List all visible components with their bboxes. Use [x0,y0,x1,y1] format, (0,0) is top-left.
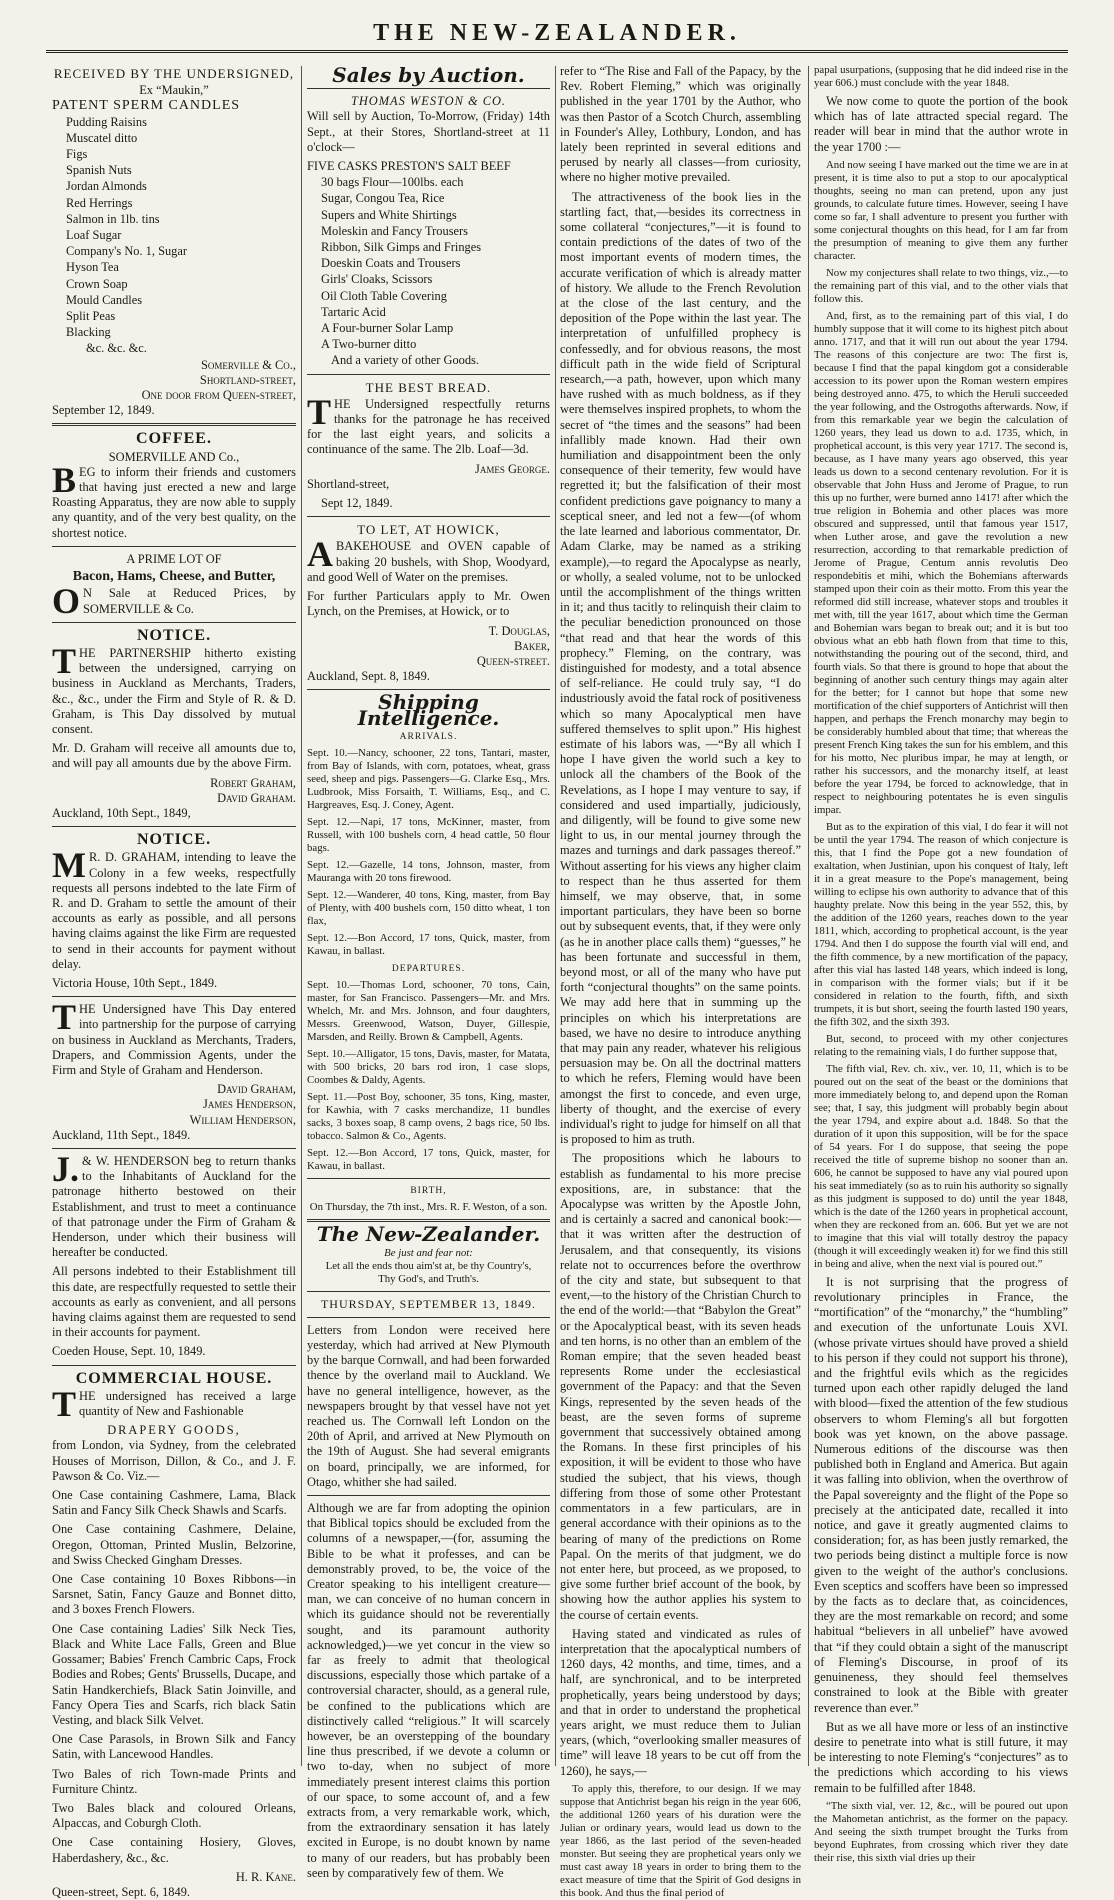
notice-body: Mr. D. Graham will receive all amounts due to, and will pay all amounts due by the above Firm. [52,741,296,771]
list-item: One Case containing Hosiery, Gloves, Haberdashery, &c., &c. [52,1835,296,1865]
article-paragraph: Having stated and vindicated as rules of interpretation that the apocalyptical numbers of 1260 days, 42 months, and time, times, and a half, are synchronical, and to be interpreted prophetically, years being understood by days; and that in order to understand the prophetical years aright, we must reduce them to Julian years, (which, “overlooking smaller measures of time” will leave 18 years to be cut off from the 1260), he says,— [560,1626,801,1778]
list-item: Sept. 12.—Gazelle, 14 tons, Johnson, master, from Maurangа with 20 tons firewood. [307,858,550,884]
divider [52,622,296,623]
commercial-goods: DRAPERY GOODS, [107,1423,241,1438]
divider [307,88,550,89]
divider [307,1495,550,1496]
motto: Let all the ends thou aim'st at, be thy Country's, [325,1259,532,1272]
auction-firm: THOMAS WESTON & CO. [350,94,507,109]
bacon-title: Bacon, Hams, Cheese, and Butter, [72,569,276,585]
list-item: Loaf Sugar [66,228,122,243]
birth-heading: BIRTH, [410,1186,447,1197]
list-item: Company's No. 1, Sugar [66,244,187,259]
list-item: Split Peas [66,309,116,324]
signature: Baker, [514,638,550,653]
issue-date: THURSDAY, SEPTEMBER 13, 1849. [320,1296,537,1311]
dateline: Sept 12, 1849. [321,496,393,511]
list-item: &c. &c. &c. [86,341,147,356]
motto: Be just and fear not: [384,1246,473,1259]
coffee-subheading: SOMERVILLE AND Co., [108,449,240,464]
list-item: Two Bales of rich Town-made Prints and Furniture Chintz. [52,1766,296,1796]
auction-intro: Will sell by Auction, To-Morrow, (Friday) 14th Sept., at their Stores, Shortland-street at 11 o'clock— [307,109,550,154]
article-quote: And, first, as to the remaining part of this vial, I do humbly suppose that it will come to its highest pitch about anno. 1717, and that it will run out about the year 1794. The reasons of this conjecture are two: The first is, because I find that the papal kingdom got a considerable accession to its power upon the Roman western empires being destroyed anno. 475, to which the Heruli succeeded the year following, and the Ostrogoths afterwards. Now, if from this remarkable year we begin the calculation of 1260 years, they lead us down to a.d. 1735, which, in prophetical account, is this very year 1717. The second is, because, as I have many years ago observed, this year leads us down to a second centenary revolution. For it is observable that John Huss and Jerome of Prague, to run this up no further, were burned anno 1417! after which the true religion in Bohemia and other places was more obscured and suppressed, until that famous year 1517, when Luther arose, and gave the revolution a new resurrection, according to that remarkable prediction of Jerome of Prague, Centum annis revolutis Deo respondebitis et mihi, which the Bohemians afterwards stamped upon their coin as their motto. From this year the reformed did still increase, whatever stops and troubles it met with, till the year 1617, about which time the German and Bohemian wars began to break out; and it is but too obvious what an ebb hath flown from that time to this, notwithstanding the pouring out of the second, third, and fourth vials. So that there is ground to hope that about the beginning of another such century things may again alter for the better; for I cannot but hope that some new mortification of the chief supporters of Antichrist will then happen, and perhaps the French monarchy may begin to be considerably humbled about that time; that whereas the present French King takes the sun for his emblem, and this for his motto, Nec pluribus impar, he may at length, or rather his successors, and the monarchy itself, at least before the year 1794, be forced to acknowledge, that in respect to neighbouring potentates he is even singulis impar. [814,309,1068,816]
list-item: Figs [66,147,88,162]
partnership-body: THE Undersigned have This Day entered into partnership for the purpose of carrying on business in Auckland as Merchants, Traders, Drapers, and Commission Agents, under the Firm and Style of Graham and Henderson. [52,997,296,1077]
editorial-heading: The New-Zealander. [316,1222,541,1247]
list-item: One Case containing 10 Boxes Ribbons—in Sarsnet, Satin, Fancy Gauze and Bonnet ditto, and 3 boxes French Flowers. [52,1572,296,1617]
article-paragraph: The propositions which he labours to establish as fundamental to his more precise expositions, are, in substance: that the Apocalypse was written by the Apostle John, and is certainly a sacred and canonical book:—that it was written after the destruction of Jerusalem, and that consequently, its visions relate not to occurrences before the overthrow of the city and state, but subsequent to that event,—to the history of the Christian Church to the end of the world:—that “Babylon the Great” or the Apocalyptical beast, with its seven heads and ten horns, is no other than an emblem of the Roman empire; that the seven headed beast represents Rome under the ecclesiastical government of the Papacy: and that the Seven Kings, represented by the seven heads of the beast, are the seven forms of supreme government that successively obtained among the Romans. In these first principles of his exposition, it will be evident to those who have studied the subject, that his views, though differing from those of some other Protestant commentators in a few particulars, are in general accordance with their opinions as to the bearing of many of the predictions on Rome Papal. On the merits of that judgment, we do not enter here, but proceed, as we proposed, to give some further brief account of the book, by showing how the author applies his system to the course of certain events. [560,1151,801,1622]
received-items [52,98,296,356]
newspaper-title: THE NEW-ZEALANDER. [373,20,741,46]
bread-heading: THE BEST BREAD. [365,379,492,395]
article-paragraph: The attractiveness of the book lies in the startling fact, that,—besides its correctness in some collateral “conjectures,”—it is found to contain predictions of the dates of two of the most important events of modern times, the accurate verification of which is already matter of history. We allude to the French Revolution at the close of the last century, and the deposition of the Pope within the last year. The interpretation of unfulfilled prophecy is confessedly, and for obvious reasons, the most difficult path in the wide field of Scriptural research,—a path, however, upon which many have rushed with as much boldness, as if they were themselves inspired prophets, to whom the secret of “the times and the seasons” had been infallibly made known. Had their own humiliation and disappointment been the only consequence of their temerity, few would have regretted it; but the falsification of their most confident predictions gave poignancy to many a sceptical sneer, and led not a few—(of whom the late learned and laborious commentator, Dr. Adam Clarke, may be named as a striking example),—to regard the Apocalypse as nearly, or wholly, a sealed volume, not to be unlocked until the accomplishment of the things written in it; and thus tacitly to relinquish their claim to the peculiar benediction pronounced on those “that read and that hear the words of this prophecy.” Fleming, on the contrary, was distinguished for modesty, and a total absence of self-reliance. He could truly say, “I do industriously avoid the fatal rock of positiveness which so many Apocalyptical men have suffered themselves to split upon.” His highest estimate of his labors was, —“By all which I hope I have given the world such a key to unlock all the chambers of the Book of the Revelations, as I hope I may venture to say, if considered and used impartially, judiciously, and diligently, will be found to give some new light to us, in our mental journey through the mazes and turnings and dark passages thereof.” Without asserting for his views any higher claim to respect than he thus asserted for them himself, we may observe, that, in some important particulars, they have been so borne out by subsequent events, that, if they were only (as he in another place calls them) “guesses,” he has been fortunate and successful in them, beyond most, or all of the many who have put forth “conjectural thoughts” on the same points. We may add here that in summing up the principles on which his interpretations are based, we have no desire to introduce anything that may pain any reader, whatever his religious persuasion may be. On all the doctrinal matters to which he refers, Fleming would have been amongst the first to concede, and even urge, liberty of thought, and the exercise of every individual's right to judge for himself on all that is proposed to him as truth. [560,189,801,1147]
let-body: For further Particulars apply to Mr. Owen Lynch, on the Premises, at Howick, or to [307,589,550,619]
departures-heading: DEPARTURES. [391,963,466,974]
column-1 [52,64,296,1899]
list-item: PATENT SPERM CANDLES [52,98,241,114]
departures-list [307,979,550,1173]
notice-body: MR. D. GRAHAM, intending to leave the Colony in a few weeks, respectfully requests all persons indebted to the late Firm of R. and D. Graham to settle the amount of their accounts as early as possible, and all persons having claims against the like Firm are requested to send in their accounts for payment without delay. [52,845,296,971]
list-item: Moleskin and Fancy Trousers [321,223,468,238]
list-item: Salmon in 1lb. tins [66,211,160,226]
dateline: Auckland, Sept. 8, 1849. [307,669,430,684]
list-item: Sept. 12.—Napi, 17 tons, McKinner, master, from Russell, with 100 bushels corn, 4 head cattle, 50 flour bags. [307,815,550,854]
divider [307,1178,550,1179]
signature: James George. [475,461,550,476]
list-item: Sept. 12.—Wanderer, 40 tons, King, master, from Bay of Plenty, with 400 bushels corn, 150 ditto wheat, 1 ton flax, [307,888,550,927]
list-item: Two Bales black and coloured Orleans, Alpaccas, and Coburgh Cloth. [52,1800,296,1831]
article-paragraph: But as we all have more or less of an instinctive desire to penetrate into what is still future, it may be interesting to note Fleming's “conjectures” as to the predictions which according to his views remain to be fulfilled after 1848. [814,1719,1068,1795]
list-item: Sept. 10.—Thomas Lord, schooner, 70 tons, Cain, master, for San Francisco. Passengers—Mr. and Mrs. Whelch, Mr. and Mrs. Johnson, and four daughters, Messrs. Greenwood, Watson, Duyer, Gillespie, Marsden, and Reilly. Brown & Campbell, Agents. [307,979,550,1044]
list-item: Doeskin Coats and Trousers [321,256,461,271]
divider [52,546,296,547]
dateline: Queen-street, Sept. 6, 1849. [52,1884,190,1899]
article-quote: And now seeing I have marked out the time we are in at present, it is time also to put a stop to our apocalyptical thoughts, seeing no man can pretend, upon any just grounds, to calculate future times. However, seeing I have come so far, I shall adventure to present you further with some conjectural thoughts on this head, for I am far from the presumption of meaning to give them any further character. [814,158,1068,262]
divider [307,1317,550,1318]
dateline: Auckland, 11th Sept., 1849. [52,1127,191,1142]
article-paragraph: We now come to quote the portion of the book which has of late attracted special regard. The reader will bear in mind that the author wrote in the year 1700 :— [814,94,1068,154]
auction-items [307,159,550,369]
divider [52,826,296,827]
received-heading: RECEIVED BY THE UNDERSIGNED, [53,66,295,81]
shipping-heading: Shipping Intelligence. [357,690,500,730]
column-divider [808,66,809,1766]
let-heading: TO LET, AT HOWICK, [357,522,500,538]
place: Shortland-street, [307,476,390,491]
list-item: Girls' Cloaks, Scissors [321,272,433,287]
divider [52,1148,296,1149]
list-item: And a variety of other Goods. [331,353,479,368]
list-item: Red Herrings [66,195,133,210]
list-item: Ribbon, Silk Gimps and Fringes [321,240,482,255]
divider [52,1365,296,1366]
signature: Somerville & Co., [201,357,296,372]
list-item: Mould Candles [66,292,143,307]
list-item: A Two-burner ditto [321,337,417,352]
list-item: Sept. 10.—Nancy, schooner, 22 tons, Tantari, master, from Bay of Islands, with corn, potatoes, wheat, grass seed, sheep and pigs. Passengers—G. Clarke Esq., Mrs. Ludbrook, Miss Forsaith, T. Williams, Esq., and C. Hargreaves, Esq. J. Coney, Agent. [307,746,550,811]
dateline: September 12, 1849. [52,403,155,418]
signature: Queen-street. [476,653,550,668]
list-item: One Case containing Ladies' Silk Neck Ties, Black and White Lace Falls, Green and Blue Gossamer; Babies' French Cambric Caps, Frock Bodies and Robes; Gents' Brussells, Ducape, and Satin Handkerchiefs, Black Satin Joinville, and Fancy Opera Ties and Scarfs, rich black Satin Vesting, and black Silk Velvet. [52,1621,296,1727]
signature: Shortland-street, [199,372,296,387]
editorial-paragraph: Although we are far from adopting the opinion that Biblical topics should be excluded from the columns of a newspaper,—(for, assuming the Bible to be what it professes, and can be demonstrably proved, to be, the voice of the Creator speaking to his intelligent creature—man, we can conceive of no human concern in which its guidance should not be reverentially sought, and its paramount authority acknowledged,)—we yet concur in the view so far as freely to admit that theological discussions, especially those which partake of a controversial character, should, as a general rule, be confined to the publications which are distinctively called “religious.” It will scarcely however, be an overstepping of the boundary line thus prescribed, if we devote a column or two to-day, when no subject of more immediately present interest claims this portion of our space, to some account of, and a few extracts from, a very remarkable work, which, from the extraordinary sensation it has lately excited in Europe, is no doubt known by name to many of our readers, but has probably been seen by comparatively few of them. We [307,1500,550,1880]
notice-heading: NOTICE. [136,626,212,644]
column-2 [307,63,550,1880]
signature: James Henderson, [203,1097,296,1112]
list-item: Pudding Raisins [66,114,147,129]
article-quote: Now my conjectures shall relate to two things, viz.,—to the remaining part of this vial, and to the other vials that follow this. [814,266,1068,305]
divider [52,996,296,997]
list-item: Muscatel ditto [66,130,138,145]
column-divider [301,66,302,1766]
signature: One door from Queen-street, [141,388,296,403]
birth-body: On Thursday, the 7th inst., Mrs. R. F. Weston, of a son. [309,1201,548,1214]
list-item: Sugar, Congou Tea, Rice [321,191,445,206]
list-item: Sept. 11.—Post Boy, schooner, 35 tons, King, master, for Kawhia, with 7 casks merchandize, 11 bundles sacks, 3 boxes soap, 8 camp ovens, 2 bags rice, 50 lbs. tobacco. Salmon & Co., Agents. [307,1091,550,1143]
masthead-rule [46,50,1068,53]
article-quote: papal usurpations, (supposing that he did indeed rise in the year 606.) must conclude with the year 1848. [814,64,1068,89]
commercial-intro: from London, via Sydney, from the celebrated Houses of Morrison, Dillon, & Co., and J. F. Pawson & Co. Viz.— [52,1438,296,1483]
signature: David Graham. [217,790,296,805]
divider [307,1291,550,1292]
list-item: Supers and White Shirtings [321,207,457,222]
column-divider [555,66,556,1766]
bread-body: THE Undersigned respectfully returns thanks for the patronage he has received for the last eight years, and solicits a continuance of the same. The 2lb. Loaf—3d. [307,391,550,457]
list-item: Hyson Tea [66,260,119,275]
article-quote: But, second, to proceed with my other conjectures relating to the remaining vials, I do further suppose that, [814,1032,1068,1058]
list-item: Jordan Almonds [66,179,147,194]
list-item: Spanish Nuts [66,163,132,178]
list-item: A Four-burner Solar Lamp [321,321,454,336]
bacon-body: ON Sale at Reduced Prices, by SOMERVILLE & Co. [52,581,296,622]
henderson-body: All persons indebted to their Establishment till this date, are respectfully requested to settle their accounts as early as convenient, and all persons having claims against them are requested to send in their accounts for payment. [52,1264,296,1340]
received-ship: Ex “Maukin,” [139,83,209,98]
let-body: ABAKEHOUSE and OVEN capable of baking 20 bushels, with Shop, Woodyard, and good Well of Water on the premises. [307,534,550,584]
auction-heading: Sales by Auction. [332,63,525,87]
dateline: Auckland, 10th Sept., 1849, [52,805,191,820]
editorial-paragraph: Letters from London were received here yesterday, which had arrived at New Plymouth by the barque Cornwall, and had been forwarded thence by the overland mail to Auckland. We have no general intelligence, however, as the newspapers brought by that vessel have not yet reached us. The Cornwall left London on the 20th of April, and arrived at New Plymouth on the 19th of August. She had several emigrants on board, principally, we are informed, for Otago, whither she had sailed. [307,1322,550,1489]
list-item: Oil Cloth Table Covering [321,288,447,303]
signature: William Henderson, [189,1112,296,1127]
article-quote: The fifth vial, Rev. ch. xiv., ver. 10, 11, which is to be poured out on the seat of the beast or the dominions that more immediately belong to, and depend upon the Roman see; that, I say, this judgment will probably begin about the year 1794, and expire about a.d. 1848. So that the duration of it upon this supposition, will be for the space of 54 years. For I do suppose, that seeing the pope received the title of supreme bishop no sooner than an. 606, he cannot be supposed to have any vial poured upon his seat immediately (so as to ruin his authority so signally as this judgment is supposed to do) until the year 1848, which is the date of the 1260 years in prophetical account, when they are reckoned from an. 606. But yet we are not to imagine that this vial will totally destroy the papacy (though it will exceedingly weaken it) for we find this still in being and alive, when the next vial is poured out.” [814,1062,1068,1270]
signature: Robert Graham, [210,775,296,790]
arrivals-heading: ARRIVALS. [399,731,458,742]
article-quote: “The sixth vial, ver. 12, &c., will be poured out upon the Mahometan antichrist, as the former on the papacy. And seeing the sixth trumpet brought the Turks from beyond Euphrates, from crossing which river they date their rise, this sixth vial dries up their [814,1799,1068,1864]
list-item: FIVE CASKS PRESTON'S SALT BEEF [307,159,511,174]
column-3 [560,64,801,1899]
divider [307,374,550,375]
henderson-body: J.& W. HENDERSON beg to return thanks to the Inhabitants of Auckland for the patronage hitherto bestowed on their Establishment, and trust to meet a continuance of that patronage under the Firm of Graham & Henderson, under which their business will hereafter be conducted. [52,1149,296,1260]
column-4 [814,64,1068,1864]
notice-heading: NOTICE. [136,831,212,849]
coffee-body: BEG to inform their friends and customers that having just erected a new and large Roasting Apparatus, they are now able to supply any quantity, and of the very best quality, on the shortest notice. [52,459,296,540]
article-paragraph: It is not surprising that the progress of revolutionary principles in France, the “mortification” of the “monarchy,” the “humbling” and execution of the unfortunate Louis XVI. (whose private virtues should have proved a shield to his person if they could not support his throne), and the frightful evils which as the regicides turned upon each other rapidly deluged the land with blood—fixed the attention of the few studious observers to whom Fleming's all but forgotten book was yet known, on the above passage. Numerous editions of the discourse was then published both in England and America. But again it was falling into oblivion, when the overthrow of the Papal sovereignty and the flight of the Pope so precisely at the anticipated date, recalled it into notice, and gave it greatly augmented claims to consideration; for, as has been justly remarked, the two periods being distinct a multiple force is now given to the weight of the author's conclusions. Even sceptics and scoffers have been so impressed by the facts as to declare that, as coincidences, they are the most remarkable on record; and some habitual “believers in all unbelief” have avowed that “if they could obtain a sight of the manuscript of Fleming's Discourse, in proof of its genuineness, they should feel themselves constrained to look at the Bible with greater reverence than ever.” [814,1274,1068,1715]
dateline: Victoria House, 10th Sept., 1849. [52,975,218,990]
list-item: Sept. 12.—Bon Accord, 17 tons, Quick, master, for Kawau, in ballast. [307,1147,550,1173]
article-paragraph: refer to “The Rise and Fall of the Papacy, by the Rev. Robert Fleming,” which was originally published in the year 1701 by the Author, who was then Pastor of a Scotch Church, assembling in Founder's Alley, Lothbury, London, and has lately been reprinted in several editions and perused by nearly all classes—from curiosity, where no higher motive prevailed. [560,64,801,185]
arrivals-list [307,747,550,958]
divider [307,516,550,517]
divider [52,423,296,426]
list-item: One Case containing Cashmere, Delaine, Oregon, Ottoman, Printed Muslin, Belzorine, and Swiss Checked Gingham Dresses. [52,1522,296,1567]
article-quote: But as to the expiration of this vial, I do fear it will not be until the year 1794. The reason of which conjecture is this, that I find the Pope got a new foundation of exaltation, when Justinian, upon his conquest of Italy, left it in a great measure to the Pope's management, being willing to eclipse his own authority to advance that of this haughty prelate. Now this being in the year 552, this, by the addition of the 1260 years, reaches down to the year 1811, which, according to prophetical account, is the year 1794. And then I do suppose the fourth vial will end, and the fifth commence, by a new mortification of the papacy, after this vial has lasted 148 years, which indeed is long, in comparison with the former vials; but if it be considered in relation to the fourth, fifth, and sixth trumpets, it is but short, seeing the fourth lasted 190 years, the fifth 302, and the sixth 393. [814,820,1068,1028]
bacon-pre: A PRIME LOT OF [126,551,222,566]
list-item: Crown Soap [66,276,128,291]
commercial-intro: THE undersigned has received a large quantity of New and Fashionable [52,1383,296,1424]
dateline: Coeden House, Sept. 10, 1849. [52,1344,206,1359]
list-item: One Case Parasols, in Brown Silk and Fancy Satin, with Lancewood Handles. [52,1732,296,1762]
commercial-heading: COMMERCIAL HOUSE. [75,1369,273,1387]
article-quote: To apply this, therefore, to our design. If we may suppose that Antichrist began his reign in the year 606, the additional 1260 years of his duration were the Julian or ordinary years, would lead us down to the year 1866, as the last period of the seven-headed monster. But seeing they are prophetical years only we must cast away 18 years in order to bring them to the exact measure of time that the Spirit of God designs in this book. And thus the final period of [560,1782,801,1899]
list-item: Sept. 12.—Bon Accord, 17 tons, Quick, master, from Kawau, in ballast. [307,931,550,957]
coffee-heading: COFFEE. [136,430,212,448]
list-item: Tartaric Acid [321,304,386,319]
signature: David Graham, [217,1082,296,1097]
list-item: Sept. 10.—Alligator, 15 tons, Davis, master, for Matata, with 500 bricks, 20 bars rod iron, 1 case slops, Coombes & Daldy, Agents. [307,1048,550,1087]
list-item: Blacking [66,325,111,340]
signature: T. Douglas, [488,623,550,638]
motto: Thy God's, and Truth's. [378,1272,479,1285]
masthead [0,0,1114,60]
list-item: One Case containing Cashmere, Lama, Black Satin and Fancy Silk Check Shawls and Scarfs. [52,1488,296,1518]
signature: H. R. Kane. [235,1869,296,1884]
list-item: 30 bags Flour—100lbs. each [321,175,464,190]
notice-body: THE PARTNERSHIP hitherto existing between the undersigned, carrying on business in Auckland as Merchants, Traders, &c., &c., under the Firm and Style of R. & D. Graham, is This Day dissolved by mutual consent. [52,640,296,736]
